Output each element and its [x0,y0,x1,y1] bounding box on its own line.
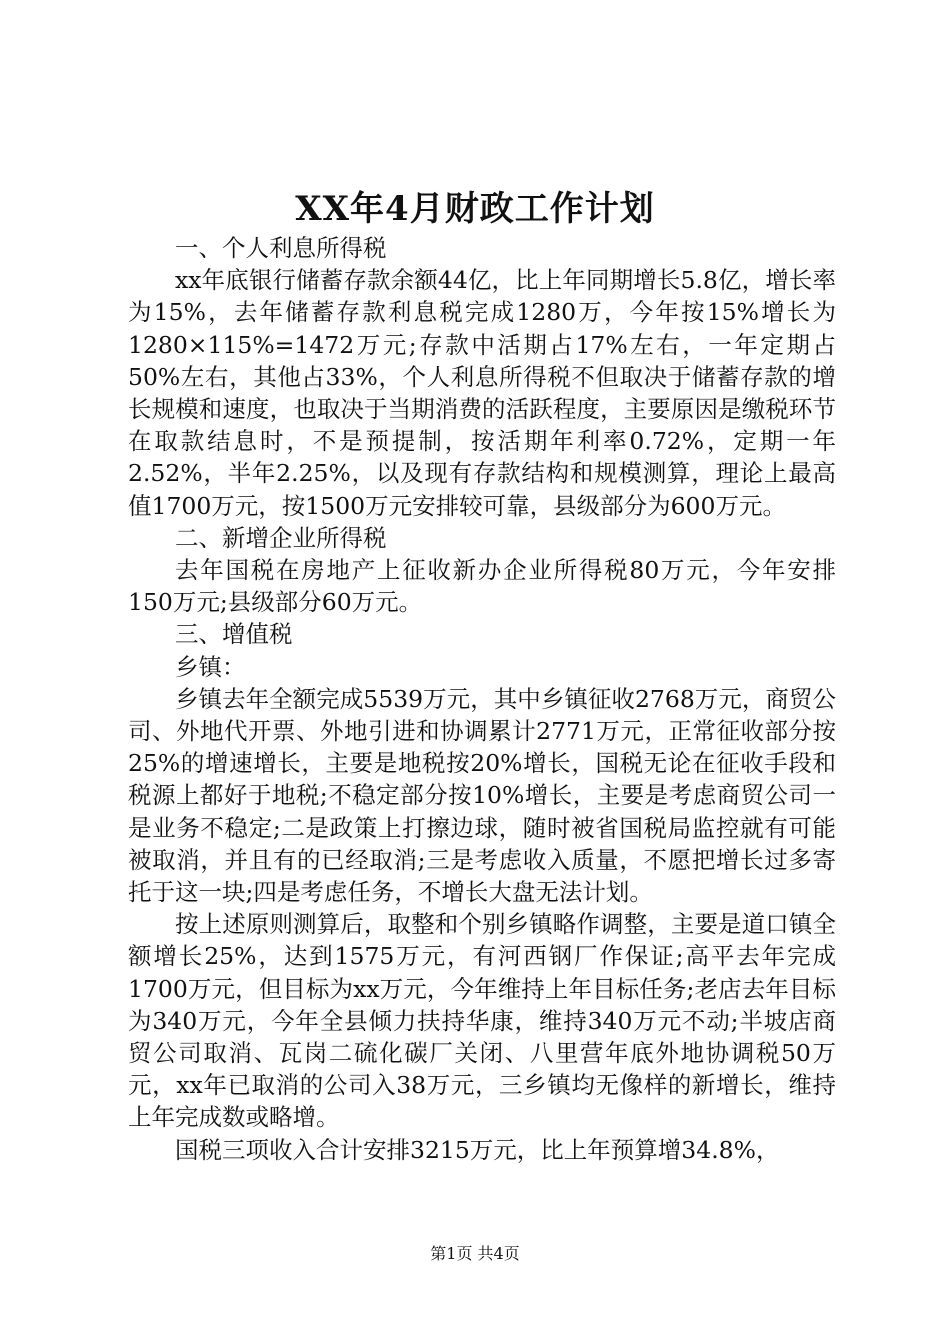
subheading-towns: 乡镇： [175,652,246,681]
section-heading-personal-interest-tax: 一、个人利息所得税 [175,234,387,262]
paragraph-national-tax-total: 国税三项收入合计安排3215万元，比上年预算增34.8%， [175,1135,780,1164]
paragraph-personal-interest-tax: xx年底银行储蓄存款余额44亿，比上年同期增长5.8亿，增长率为15%，去年储蓄存款利息税完成1280万，今年按15%增长为1280×115%=1472万元;存款中活期占17%左右，一年定期占50%左右，其他占33%，个人利息所得税不但取决于储蓄存款的增长规模和速度，也取决于当期消费的活跃程度，主要原因是缴税环节在取款结息时，不是预提制，按活期年利率0.72%，定期一年2.52%，半年2.25%，以及现有存款结构和规模测算，理论上最高值1700万元，按1500万元安排较可靠，县级部分为600万元。 [128,266,836,520]
page-footer: 第1页 共4页 [430,1244,520,1263]
paragraph-new-enterprise-tax: 去年国税在房地产上征收新办企业所得税80万元，今年安排150万元;县级部分60万元。 [128,556,836,617]
document-title: XX年4月财政工作计划 [295,189,655,229]
paragraph-town-adjustments: 按上述原则测算后，取整和个别乡镇略作调整，主要是道口镇全额增长25%，达到1575万元，有河西钢厂作保证;高平去年完成1700万元，但目标为xx万元，今年维持上年目标任务;老店去年目标为340万元，今年全县倾力扶持华康，维持340万元不动;半坡店商贸公司取消、瓦岗二硫化碳厂关闭、八里营年底外地协调税50万元，xx年已取消的公司入38万元，三乡镇均无像样的新增长，维持上年完成数或略增。 [128,910,836,1132]
paragraph-towns-vat: 乡镇去年全额完成5539万元，其中乡镇征收2768万元，商贸公司、外地代开票、外地引进和协调累计2771万元，正常征收部分按25%的增速增长，主要是地税按20%增长，国税无论在征收手段和税源上都好于地税;不稳定部分按10%增长，主要是考虑商贸公司一是业务不稳定;二是政策上打擦边球，随时被省国税局监控就有可能被取消，并且有的已经取消;三是考虑收入质量，不愿把增长过多寄托于这一块;四是考虑任务，不增长大盘无法计划。 [128,684,836,907]
document-body [128,232,836,1166]
section-heading-value-added-tax: 三、增值税 [175,620,293,649]
section-heading-new-enterprise-tax: 二、新增企业所得税 [175,523,387,552]
